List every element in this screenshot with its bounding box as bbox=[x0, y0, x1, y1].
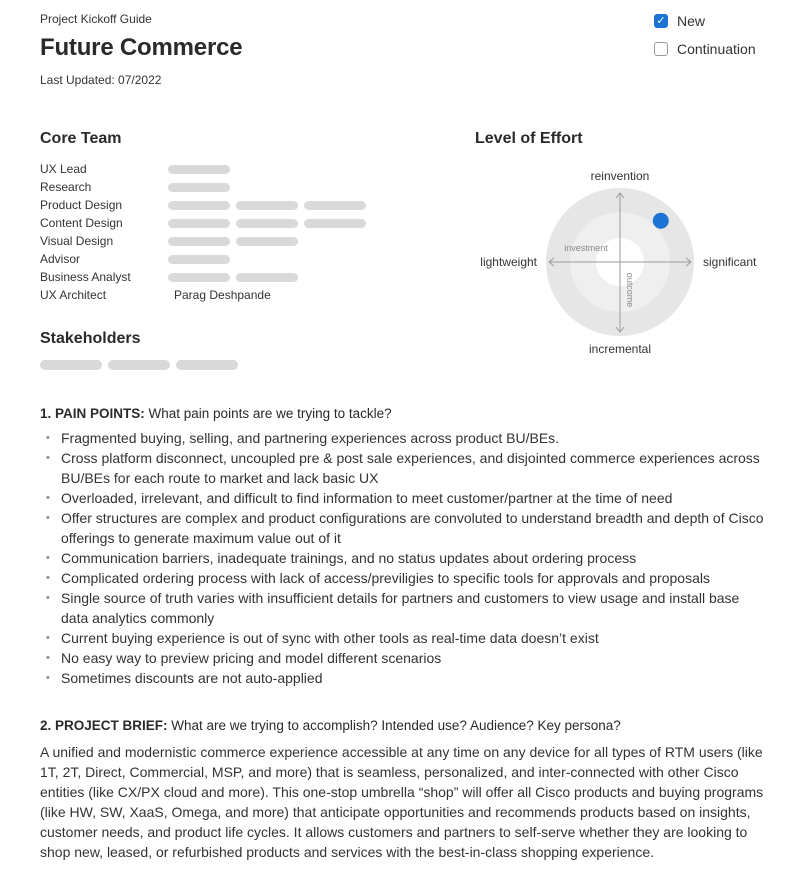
effort-marker bbox=[653, 213, 669, 229]
team-role: UX Architect bbox=[40, 288, 107, 302]
guide-label: Project Kickoff Guide bbox=[40, 12, 152, 26]
redacted-names bbox=[168, 165, 236, 174]
pain-point-item: • Fragmented buying, selling, and partnering experiences across product BU/BEs. bbox=[40, 428, 770, 448]
pain-points-section bbox=[40, 406, 770, 688]
redacted-name-bar bbox=[168, 219, 230, 228]
redacted-name-bar bbox=[304, 201, 366, 210]
last-updated: Last Updated: 07/2022 bbox=[40, 73, 162, 87]
core-team-list bbox=[40, 160, 372, 304]
pain-point-item: • Communication barriers, inadequate trainings, and no status updates about ordering process bbox=[40, 548, 770, 568]
pain-point-item: • No easy way to preview pricing and model different scenarios bbox=[40, 648, 770, 668]
redacted-stakeholder-bar bbox=[40, 360, 102, 370]
redacted-stakeholder-bar bbox=[108, 360, 170, 370]
checkbox-new-label: New bbox=[677, 13, 706, 29]
pain-point-item: • Complicated ordering process with lack of access/previligies to specific tools for approvals and proposals bbox=[40, 568, 770, 588]
pain-points-question: What pain points are we trying to tackle? bbox=[144, 406, 392, 421]
stakeholders-heading: Stakeholders bbox=[40, 330, 141, 347]
team-row bbox=[40, 196, 372, 214]
redacted-name-bar bbox=[168, 165, 230, 174]
pain-point-item: • Current buying experience is out of sync with other tools as real-time data doesn’t exist bbox=[40, 628, 770, 648]
page-title: Future Commerce bbox=[40, 34, 243, 61]
redacted-name-bar bbox=[304, 219, 366, 228]
checkbox-continuation-label: Continuation bbox=[677, 41, 756, 57]
project-brief-number: 2. PROJECT BRIEF: bbox=[40, 718, 168, 733]
pain-point-item: • Overloaded, irrelevant, and difficult to find information to meet customer/partner at the time of need bbox=[40, 488, 770, 508]
redacted-name-bar bbox=[236, 273, 298, 282]
stakeholders-list bbox=[40, 360, 244, 370]
pain-point-item: • Single source of truth varies with insufficient details for partners and customers to view usage and install base data analytics commonly bbox=[40, 588, 770, 628]
team-role: Advisor bbox=[40, 252, 81, 266]
pain-point-item: • Cross platform disconnect, uncoupled pre & post sale experiences, and disjointed commerce experiences across BU/BEs for each route to market and lack basic UX bbox=[40, 448, 770, 488]
team-row bbox=[40, 268, 372, 286]
pain-points-heading bbox=[40, 406, 770, 421]
project-brief-heading bbox=[40, 718, 770, 733]
team-row bbox=[40, 286, 372, 304]
checkbox-new[interactable] bbox=[654, 13, 705, 29]
team-role: Visual Design bbox=[40, 234, 114, 248]
redacted-name-bar bbox=[168, 273, 230, 282]
label-investment: investment bbox=[564, 243, 608, 253]
team-role: Content Design bbox=[40, 216, 123, 230]
team-row bbox=[40, 160, 372, 178]
team-role: Product Design bbox=[40, 198, 123, 212]
label-significant: significant bbox=[703, 255, 757, 269]
pain-point-item: • Sometimes discounts are not auto-applied bbox=[40, 668, 770, 688]
team-row bbox=[40, 178, 372, 196]
checkbox-continuation[interactable] bbox=[654, 41, 756, 57]
redacted-name-bar bbox=[236, 219, 298, 228]
team-member-name: Parag Deshpande bbox=[174, 288, 271, 302]
redacted-names bbox=[168, 237, 304, 246]
redacted-stakeholder-bar bbox=[176, 360, 238, 370]
redacted-name-bar bbox=[168, 201, 230, 210]
redacted-name-bar bbox=[168, 255, 230, 264]
redacted-names bbox=[168, 255, 236, 264]
pain-point-item: • Offer structures are complex and product configurations are convoluted to understand breadth and depth of Cisco offerings to generate maximum value out of it bbox=[40, 508, 770, 548]
level-of-effort-diagram bbox=[470, 160, 770, 370]
team-row bbox=[40, 214, 372, 232]
checkbox-empty-icon[interactable] bbox=[654, 42, 668, 56]
redacted-names bbox=[168, 273, 304, 282]
project-brief-section bbox=[40, 718, 770, 862]
pain-points-list bbox=[40, 428, 770, 688]
label-reinvention: reinvention bbox=[590, 169, 650, 183]
redacted-names bbox=[168, 219, 372, 228]
level-of-effort-heading: Level of Effort bbox=[475, 130, 583, 147]
team-row bbox=[40, 232, 372, 250]
project-brief-question: What are we trying to accomplish? Intended use? Audience? Key persona? bbox=[167, 718, 621, 733]
redacted-names bbox=[168, 201, 372, 210]
redacted-name-bar bbox=[236, 237, 298, 246]
redacted-name-bar bbox=[236, 201, 298, 210]
checkmark-icon[interactable]: ✓ bbox=[654, 14, 668, 28]
core-team-heading: Core Team bbox=[40, 130, 122, 147]
redacted-name-bar bbox=[168, 237, 230, 246]
team-role: Research bbox=[40, 180, 92, 194]
team-role: Business Analyst bbox=[40, 270, 131, 284]
label-incremental: incremental bbox=[588, 342, 652, 356]
label-outcome: outcome bbox=[625, 272, 635, 308]
pain-points-number: 1. PAIN POINTS: bbox=[40, 406, 145, 421]
team-role: UX Lead bbox=[40, 162, 87, 176]
redacted-name-bar bbox=[168, 183, 230, 192]
team-row bbox=[40, 250, 372, 268]
redacted-names bbox=[168, 183, 236, 192]
project-brief-body: A unified and modernistic commerce experience accessible at any time on any device for all types of RTM users (like 1T, 2T, Direct, Commercial, MSP, and more) that is seamless, personalized, and inter-connected with other Cisco entities (like CX/PX cloud and more). This one-stop umbrella “shop” will offer all Cisco products and buying programs (like HW, SW, XaaS, Omega, and more) that anticipate opportunities and recommends products based on insights, customer needs, and product life cycles. It allows customers and partners to self-serve whether they are looking to shop new, leased, or refurbished products and services with the best-in-class shopping experience. bbox=[40, 744, 764, 860]
label-lightweight: lightweight bbox=[480, 255, 537, 269]
